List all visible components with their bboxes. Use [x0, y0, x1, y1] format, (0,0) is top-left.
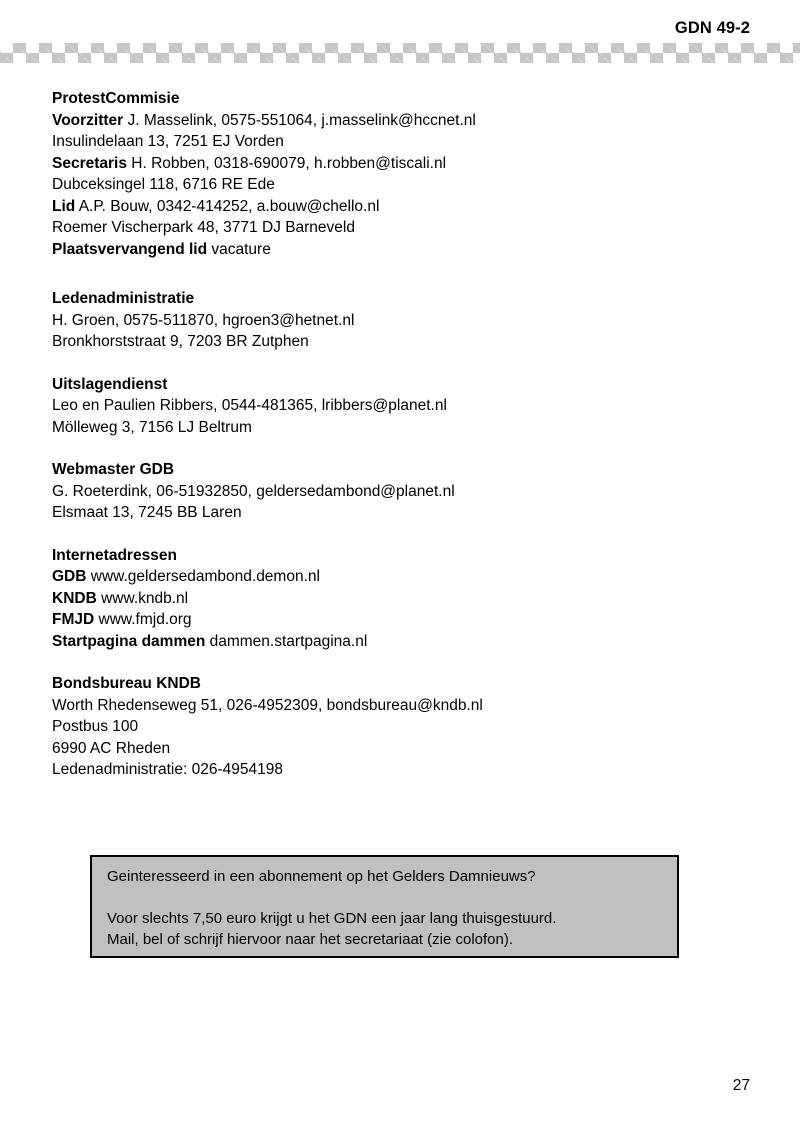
link-url: www.fmjd.org	[94, 611, 192, 628]
contact-line	[52, 331, 752, 353]
section-heading: Webmaster GDB	[52, 461, 175, 478]
contact-line	[52, 217, 752, 239]
link-label: Startpagina dammen	[52, 632, 206, 650]
link-label: GDB	[52, 568, 87, 585]
contact-detail: H. Robben, 0318-690079, h.robben@tiscali.nl	[126, 154, 447, 172]
section-webmaster-gdb	[52, 459, 752, 524]
checkerboard-divider	[0, 43, 800, 63]
contact-line	[52, 174, 752, 196]
contact-role: Lid	[52, 197, 76, 215]
contact-detail: Mölleweg 3, 7156 LJ Beltrum	[52, 418, 252, 436]
section-heading: ProtestCommisie	[52, 90, 180, 107]
contact-detail: vacature	[207, 240, 271, 258]
contact-line	[52, 481, 752, 503]
contact-detail: 6990 AC Rheden	[52, 739, 171, 757]
contact-line	[52, 716, 752, 738]
section-internetadressen	[52, 545, 752, 653]
contact-line	[52, 310, 752, 332]
promo-contact-line: Mail, bel of schrijf hiervoor naar het secretariaat (zie colofon).	[107, 931, 514, 948]
document-body	[52, 88, 752, 802]
contact-detail: G. Roeterdink, 06-51932850, geldersedambond@planet.nl	[52, 482, 455, 500]
promo-spacer	[107, 887, 667, 908]
link-line	[52, 631, 752, 653]
section-heading: Internetadressen	[52, 546, 177, 564]
contact-role: Secretaris	[52, 154, 127, 172]
contact-line	[52, 196, 752, 218]
link-url: www.geldersedambond.demon.nl	[86, 568, 320, 585]
contact-line	[52, 131, 752, 153]
contact-detail: Bronkhorststraat 9, 7203 BR Zutphen	[52, 333, 309, 350]
link-label: KNDB	[52, 589, 97, 607]
contact-detail: A.P. Bouw, 0342-414252, a.bouw@chello.nl	[75, 197, 380, 215]
section-protestcommissie	[52, 88, 752, 260]
contact-detail: Insulindelaan 13, 7251 EJ Vorden	[52, 133, 284, 150]
contact-detail: Ledenadministratie: 026-4954198	[52, 761, 283, 778]
promo-price-line: Voor slechts 7,50 euro krijgt u het GDN een jaar lang thuisgestuurd.	[107, 910, 557, 927]
contact-role: Plaatsvervangend lid	[52, 240, 208, 258]
contact-detail: Worth Rhedenseweg 51, 026-4952309, bondsbureau@kndb.nl	[52, 696, 483, 714]
page-title: GDN 49-2	[674, 19, 750, 37]
subscription-promo-box	[90, 855, 679, 958]
contact-role: Voorzitter	[52, 111, 124, 129]
contact-detail: J. Masselink, 0575-551064, j.masselink@hccnet.nl	[123, 111, 476, 129]
link-line	[52, 609, 752, 631]
contact-detail: Dubceksingel 118, 6716 RE Ede	[52, 176, 275, 193]
contact-detail: Elsmaat 13, 7245 BB Laren	[52, 504, 242, 521]
link-line	[52, 588, 752, 610]
contact-detail: Postbus 100	[52, 718, 139, 735]
link-label: FMJD	[52, 611, 95, 628]
contact-line	[52, 738, 752, 760]
section-uitslagendienst	[52, 374, 752, 439]
page-number: 27	[732, 1077, 750, 1094]
section-heading: Bondsbureau KNDB	[52, 675, 201, 692]
contact-line	[52, 395, 752, 417]
link-line	[52, 566, 752, 588]
link-url: www.kndb.nl	[96, 589, 189, 607]
contact-line	[52, 110, 752, 132]
contact-line	[52, 759, 752, 781]
contact-line	[52, 502, 752, 524]
contact-detail: Roemer Vischerpark 48, 3771 DJ Barneveld	[52, 219, 355, 236]
contact-line	[52, 239, 752, 261]
contact-line	[52, 417, 752, 439]
section-bondsbureau-kndb	[52, 673, 752, 781]
promo-question: Geinteresseerd in een abonnement op het Gelders Damnieuws?	[107, 868, 536, 885]
subscription-promo-text	[107, 866, 667, 950]
section-heading: Ledenadministratie	[52, 290, 195, 307]
section-gap	[52, 260, 752, 288]
contact-line	[52, 695, 752, 717]
section-ledenadministratie	[52, 288, 752, 353]
contact-detail: Leo en Paulien Ribbers, 0544-481365, lribbers@planet.nl	[52, 397, 447, 414]
section-heading: Uitslagendienst	[52, 375, 168, 393]
contact-detail: H. Groen, 0575-511870, hgroen3@hetnet.nl	[52, 311, 355, 329]
link-url: dammen.startpagina.nl	[205, 632, 368, 650]
contact-line	[52, 153, 752, 175]
page-header	[0, 0, 800, 63]
